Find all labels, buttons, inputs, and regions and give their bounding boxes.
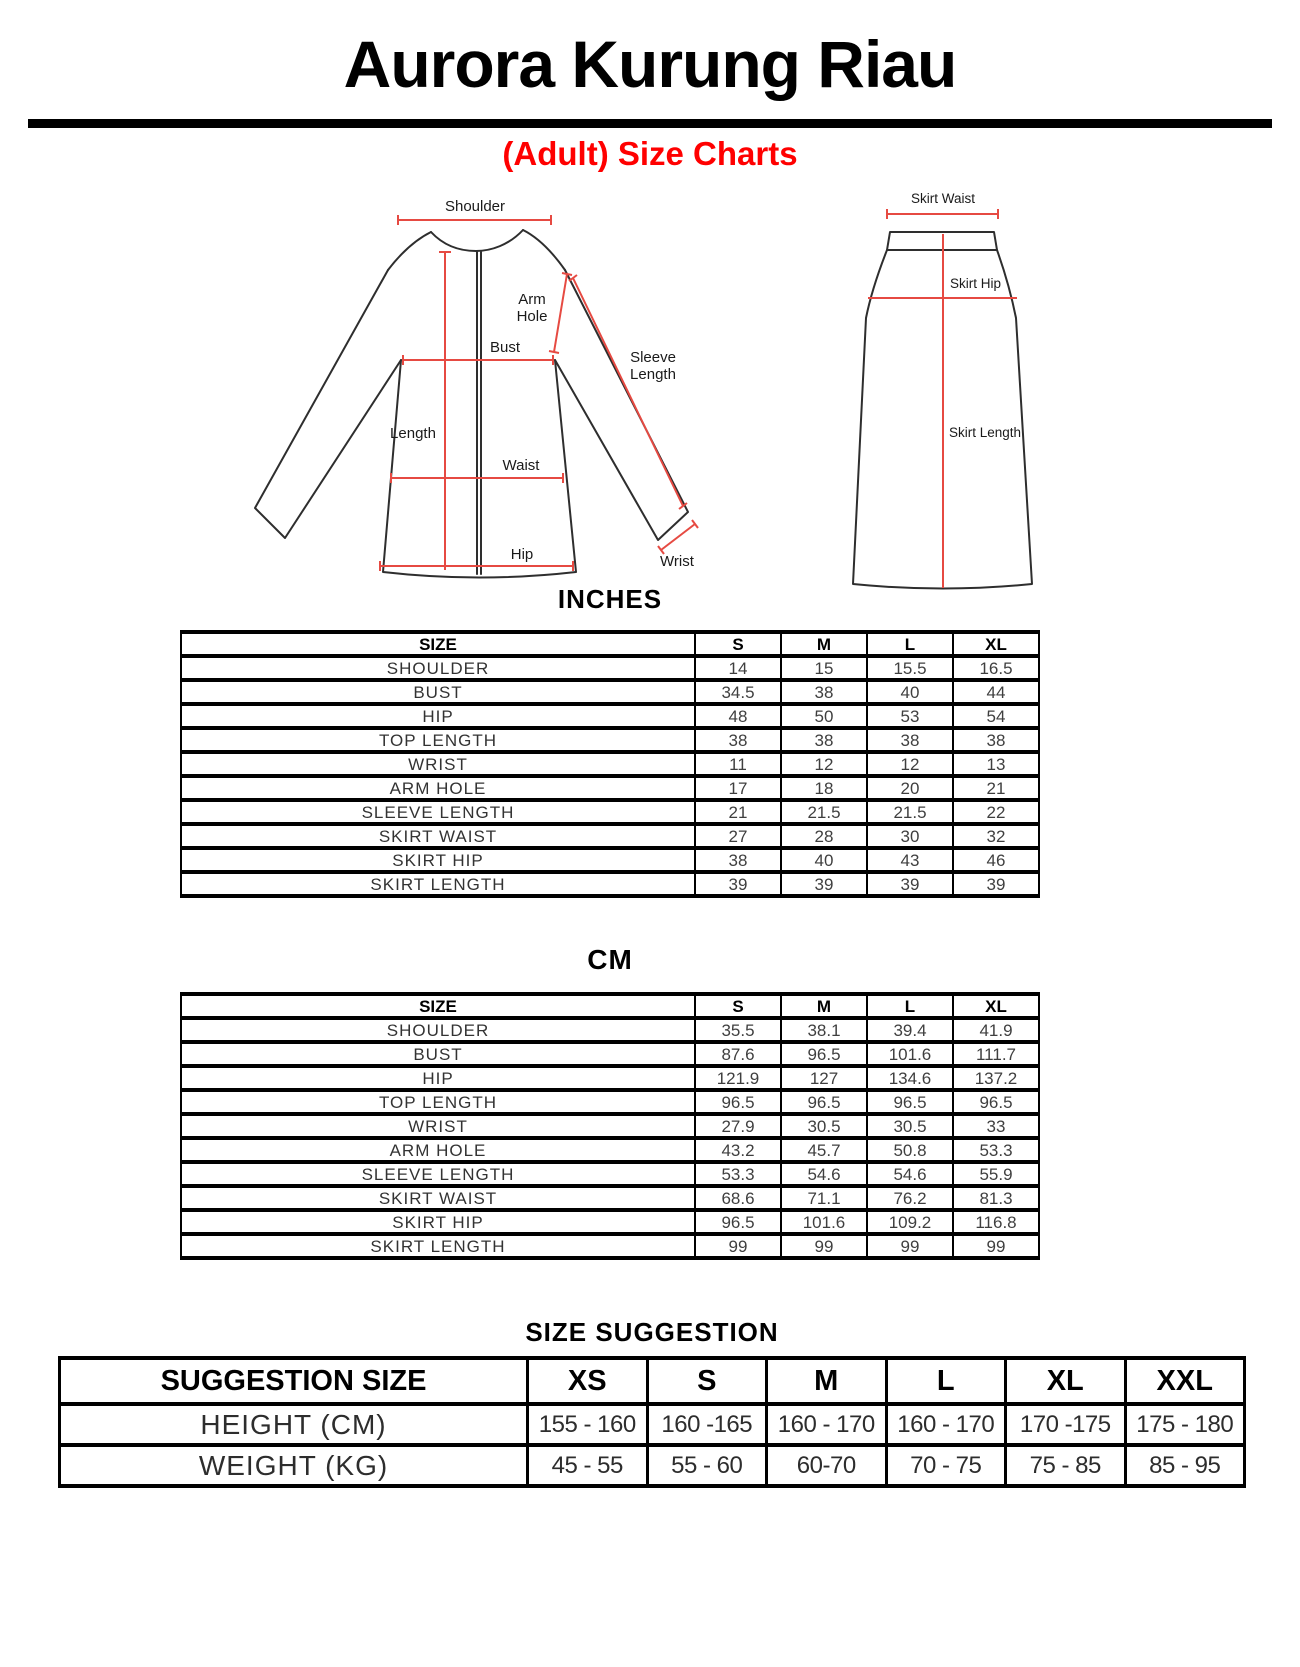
table-row	[181, 1186, 1039, 1210]
cell-value: 45.7	[781, 1138, 867, 1162]
cell-value: 12	[867, 752, 953, 776]
cell-value: 30.5	[867, 1114, 953, 1138]
blouse-measure-lines	[380, 215, 698, 571]
cell-value: 81.3	[953, 1186, 1039, 1210]
table-row	[181, 1210, 1039, 1234]
cell-value: 43.2	[695, 1138, 781, 1162]
skirt-length-label: Skirt Length	[949, 425, 1022, 440]
cm-heading: CM	[587, 944, 633, 975]
row-label: TOP LENGTH	[181, 728, 695, 752]
header-row	[181, 994, 1039, 1018]
size-column-header: L	[886, 1358, 1006, 1404]
table-row	[181, 848, 1039, 872]
table-row	[181, 1162, 1039, 1186]
table-row	[181, 1018, 1039, 1042]
size-column-header: L	[867, 632, 953, 656]
size-column-header: S	[695, 994, 781, 1018]
cell-value: 21.5	[867, 800, 953, 824]
cell-value: 22	[953, 800, 1039, 824]
cell-value: 15	[781, 656, 867, 680]
cell-value: 127	[781, 1066, 867, 1090]
page-subtitle: (Adult) Size Charts	[502, 135, 798, 172]
cell-value: 39	[781, 872, 867, 896]
cell-value: 40	[867, 680, 953, 704]
wrist-label: Wrist	[660, 553, 694, 570]
row-label: SHOULDER	[181, 656, 695, 680]
cell-value: 13	[953, 752, 1039, 776]
waist-label: Waist	[502, 457, 540, 474]
page-title: Aurora Kurung Riau	[343, 27, 957, 101]
cell-value: 55.9	[953, 1162, 1039, 1186]
cell-value: 101.6	[867, 1042, 953, 1066]
cell-value: 12	[781, 752, 867, 776]
size-column-header: XL	[953, 994, 1039, 1018]
table-row	[181, 1090, 1039, 1114]
cell-value: 160 - 170	[886, 1404, 1006, 1445]
skirt-measure-labels	[911, 191, 1021, 440]
cell-value: 34.5	[695, 680, 781, 704]
skirt-waist-label: Skirt Waist	[911, 191, 975, 206]
cell-value: 39	[867, 872, 953, 896]
cell-value: 87.6	[695, 1042, 781, 1066]
inches-table	[180, 630, 1040, 898]
sleeve-length-label-line2: Length	[630, 366, 676, 383]
skirt-measurement-diagram	[830, 186, 1080, 593]
table-row	[181, 1066, 1039, 1090]
cell-value: 96.5	[953, 1090, 1039, 1114]
row-label: ARM HOLE	[181, 1138, 695, 1162]
row-label: SHOULDER	[181, 1018, 695, 1042]
cell-value: 99	[781, 1234, 867, 1258]
cell-value: 96.5	[781, 1090, 867, 1114]
row-label: HEIGHT (CM)	[60, 1404, 528, 1445]
top-measurement-diagram	[233, 190, 703, 585]
cell-value: 44	[953, 680, 1039, 704]
cell-value: 99	[953, 1234, 1039, 1258]
size-column-header: M	[767, 1358, 887, 1404]
cell-value: 40	[781, 848, 867, 872]
skirt-hip-label: Skirt Hip	[950, 276, 1002, 291]
cell-value: 27.9	[695, 1114, 781, 1138]
inches-heading: INCHES	[557, 584, 663, 614]
cell-value: 45 - 55	[528, 1445, 648, 1486]
cell-value: 46	[953, 848, 1039, 872]
cell-value: 76.2	[867, 1186, 953, 1210]
cell-value: 21	[695, 800, 781, 824]
bust-label: Bust	[489, 339, 521, 356]
row-label-column-header: SIZE	[181, 994, 695, 1018]
cell-value: 121.9	[695, 1066, 781, 1090]
table-row	[181, 656, 1039, 680]
size-column-header: M	[781, 994, 867, 1018]
cell-value: 38.1	[781, 1018, 867, 1042]
row-label: TOP LENGTH	[181, 1090, 695, 1114]
table-row	[181, 1138, 1039, 1162]
header-row	[60, 1358, 1245, 1404]
cell-value: 55 - 60	[647, 1445, 767, 1486]
table-row	[181, 872, 1039, 896]
sleeve-length-label-line1: Sleeve	[630, 349, 676, 366]
cell-value: 175 - 180	[1125, 1404, 1245, 1445]
cell-value: 54.6	[781, 1162, 867, 1186]
cell-value: 39.4	[867, 1018, 953, 1042]
size-suggestion-table	[58, 1356, 1246, 1488]
arm-hole-label-line2: Hole	[516, 308, 548, 325]
size-column-header: XS	[528, 1358, 648, 1404]
cell-value: 38	[695, 728, 781, 752]
length-label: Length	[390, 425, 436, 442]
cell-value: 27	[695, 824, 781, 848]
cell-value: 33	[953, 1114, 1039, 1138]
cell-value: 109.2	[867, 1210, 953, 1234]
cell-value: 54.6	[867, 1162, 953, 1186]
arm-hole-label-line1: Arm	[518, 291, 546, 308]
cell-value: 41.9	[953, 1018, 1039, 1042]
table-row	[60, 1445, 1245, 1486]
cell-value: 39	[953, 872, 1039, 896]
row-label: WRIST	[181, 752, 695, 776]
row-label: HIP	[181, 1066, 695, 1090]
cell-value: 96.5	[781, 1042, 867, 1066]
table-row	[181, 728, 1039, 752]
cell-value: 30	[867, 824, 953, 848]
cell-value: 15.5	[867, 656, 953, 680]
cell-value: 18	[781, 776, 867, 800]
size-column-header: XL	[1006, 1358, 1126, 1404]
row-label: WRIST	[181, 1114, 695, 1138]
size-column-header: XL	[953, 632, 1039, 656]
table-row	[181, 776, 1039, 800]
cell-value: 111.7	[953, 1042, 1039, 1066]
cell-value: 16.5	[953, 656, 1039, 680]
row-label: SLEEVE LENGTH	[181, 1162, 695, 1186]
cell-value: 85 - 95	[1125, 1445, 1245, 1486]
row-label: SLEEVE LENGTH	[181, 800, 695, 824]
row-label: SKIRT HIP	[181, 1210, 695, 1234]
size-suggestion-heading: SIZE SUGGESTION	[525, 1317, 779, 1347]
table-row	[181, 1114, 1039, 1138]
cell-value: 38	[781, 680, 867, 704]
row-label: WEIGHT (KG)	[60, 1445, 528, 1486]
cell-value: 99	[867, 1234, 953, 1258]
cell-value: 38	[781, 728, 867, 752]
table-row	[60, 1404, 1245, 1445]
row-label: SKIRT LENGTH	[181, 1234, 695, 1258]
cell-value: 48	[695, 704, 781, 728]
shoulder-label: Shoulder	[444, 198, 506, 215]
cell-value: 75 - 85	[1006, 1445, 1126, 1486]
cell-value: 53	[867, 704, 953, 728]
table-row	[181, 800, 1039, 824]
cell-value: 50.8	[867, 1138, 953, 1162]
cell-value: 54	[953, 704, 1039, 728]
header-row	[181, 632, 1039, 656]
cell-value: 53.3	[695, 1162, 781, 1186]
cell-value: 116.8	[953, 1210, 1039, 1234]
table-row	[181, 1234, 1039, 1258]
size-column-header: S	[695, 632, 781, 656]
cell-value: 38	[867, 728, 953, 752]
blouse-outline-drawing	[255, 230, 688, 578]
size-column-header: M	[781, 632, 867, 656]
row-label: SKIRT WAIST	[181, 1186, 695, 1210]
skirt-measure-lines	[868, 209, 1017, 588]
cell-value: 60-70	[767, 1445, 887, 1486]
table-row	[181, 704, 1039, 728]
table-row	[181, 680, 1039, 704]
cell-value: 96.5	[695, 1210, 781, 1234]
row-label: ARM HOLE	[181, 776, 695, 800]
row-label: BUST	[181, 1042, 695, 1066]
table-row	[181, 752, 1039, 776]
cell-value: 21.5	[781, 800, 867, 824]
row-label: SKIRT WAIST	[181, 824, 695, 848]
cell-value: 21	[953, 776, 1039, 800]
cell-value: 43	[867, 848, 953, 872]
cell-value: 99	[695, 1234, 781, 1258]
cm-table	[180, 992, 1040, 1260]
cell-value: 20	[867, 776, 953, 800]
cell-value: 96.5	[695, 1090, 781, 1114]
cell-value: 101.6	[781, 1210, 867, 1234]
cell-value: 137.2	[953, 1066, 1039, 1090]
cell-value: 11	[695, 752, 781, 776]
cell-value: 35.5	[695, 1018, 781, 1042]
row-label-column-header: SUGGESTION SIZE	[60, 1358, 528, 1404]
row-label: SKIRT HIP	[181, 848, 695, 872]
cell-value: 50	[781, 704, 867, 728]
cell-value: 160 - 170	[767, 1404, 887, 1445]
row-label: SKIRT LENGTH	[181, 872, 695, 896]
cell-value: 70 - 75	[886, 1445, 1006, 1486]
cell-value: 160 -165	[647, 1404, 767, 1445]
size-column-header: XXL	[1125, 1358, 1245, 1404]
cell-value: 134.6	[867, 1066, 953, 1090]
row-label-column-header: SIZE	[181, 632, 695, 656]
table-row	[181, 824, 1039, 848]
size-column-header: S	[647, 1358, 767, 1404]
cell-value: 38	[695, 848, 781, 872]
cell-value: 38	[953, 728, 1039, 752]
cell-value: 14	[695, 656, 781, 680]
cell-value: 32	[953, 824, 1039, 848]
hip-label: Hip	[510, 546, 534, 563]
cell-value: 68.6	[695, 1186, 781, 1210]
blouse-measure-labels	[390, 198, 695, 570]
cell-value: 28	[781, 824, 867, 848]
cell-value: 71.1	[781, 1186, 867, 1210]
cell-value: 170 -175	[1006, 1404, 1126, 1445]
cell-value: 96.5	[867, 1090, 953, 1114]
cell-value: 39	[695, 872, 781, 896]
row-label: HIP	[181, 704, 695, 728]
cell-value: 53.3	[953, 1138, 1039, 1162]
cell-value: 30.5	[781, 1114, 867, 1138]
title-divider	[28, 119, 1272, 128]
row-label: BUST	[181, 680, 695, 704]
table-row	[181, 1042, 1039, 1066]
size-column-header: L	[867, 994, 953, 1018]
cell-value: 155 - 160	[528, 1404, 648, 1445]
cell-value: 17	[695, 776, 781, 800]
